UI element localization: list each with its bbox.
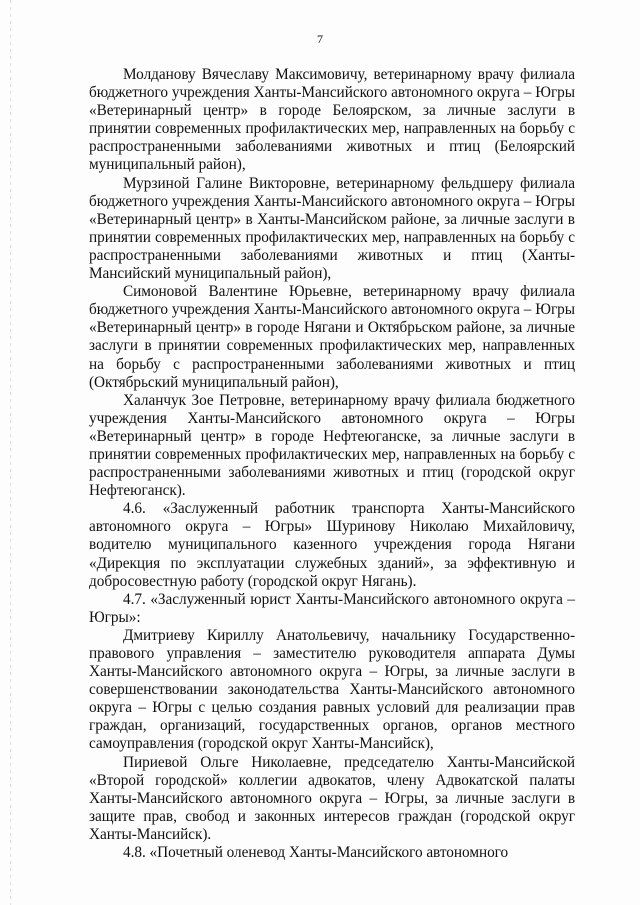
paragraph-murzina: Мурзиной Галине Викторовне, ветеринарному фельдшеру филиала бюджетного учреждения Ханты-Мансийского автономного округа – Югры «Ветеринарный центр» в Ханты-Мансийском районе, за личные заслуги в принятии современных профилактических мер, направленных на борьбу с распространенными заболеваниями животных и птиц (Ханты-Мансийский муниципальный район), [89, 174, 575, 283]
scan-edge-line [10, 0, 11, 905]
paragraph-moldanov: Молданову Вячеславу Максимовичу, ветеринарному врачу филиала бюджетного учреждения Ханты-Мансийского автономного округа – Югры «Ветеринарный центр» в городе Белоярском, за личные заслуги в принятии современных профилактических мер, направленных на борьбу с распространенными заболеваниями животных и птиц (Белоярский муниципальный район), [89, 66, 575, 174]
paragraph-khalanchuk: Халанчук Зое Петровне, ветеринарному врачу филиала бюджетного учреждения Ханты-Мансийского автономного округа – Югры «Ветеринарный центр» в городе Нефтеюганске, за личные заслуги в принятии современных профилактических мер, направленных на борьбу с распространенными заболеваниями животных и птиц (городской округ Нефтеюганск). [89, 391, 575, 500]
paragraph-section-4-8: 4.8. «Почетный оленевод Ханты-Мансийского автономного [123, 844, 509, 862]
page-number: 7 [317, 32, 323, 46]
paragraph-section-4-7: 4.7. «Заслуженный юрист Ханты-Мансийского автономного округа – Югры»: [89, 590, 575, 626]
paragraph-section-4-6: 4.6. «Заслуженный работник транспорта Ханты-Мансийского автономного округа – Югры» Шуринову Николаю Михайловичу, водителю муниципального казенного учреждения города Нягани «Дирекция по эксплуатации служебных зданий», за эффективную и добросовестную работу (городской округ Нягань). [89, 500, 575, 590]
paragraph-dmitriev: Дмитриеву Кириллу Анатольевичу, начальнику Государственно-правового управления – заместителю руководителя аппарата Думы Ханты-Мансийского автономного округа – Югры, за личные заслуги в совершенствовании законодательства Ханты-Мансийского автономного округа – Югры с целью создания равных условий для реализации прав граждан, организаций, государственных органов, органов местного самоуправления (городской округ Ханты-Мансийск), [89, 626, 575, 753]
paragraph-pirieva: Пириевой Ольге Николаевне, председателю Ханты-Мансийской «Второй городской» коллегии адвокатов, члену Адвокатской палаты Ханты-Мансийского автономного округа – Югры, за личные заслуги в защите прав, свобод и законных интересов граждан (городской округ Ханты-Мансийск). [89, 753, 575, 843]
document-body [89, 66, 575, 862]
paragraph-simonova: Симоновой Валентине Юрьевне, ветеринарному врачу филиала бюджетного учреждения Ханты-Мансийского автономного округа – Югры «Ветеринарный центр» в городе Нягани и Октябрьском районе, за личные заслуги в принятии современных профилактических мер, направленных на борьбу с распространенными заболеваниями животных и птиц (Октябрьский муниципальный район), [89, 283, 575, 391]
